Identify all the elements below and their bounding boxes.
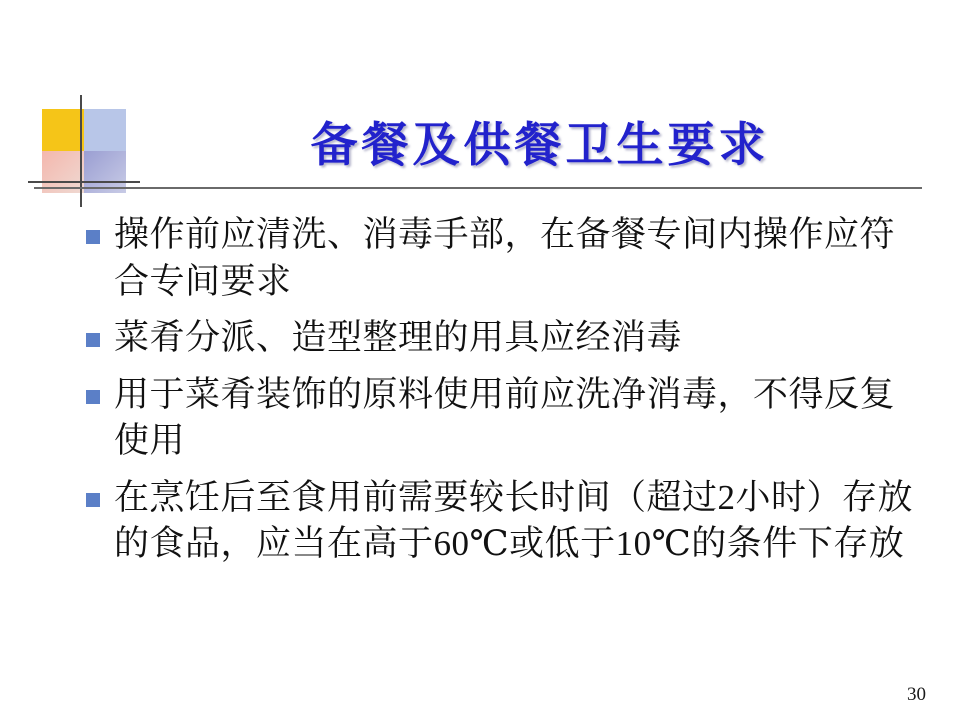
bullet-square-icon (86, 333, 100, 347)
decorative-logo (20, 95, 140, 210)
bullet-square-icon (86, 230, 100, 244)
bullet-square-icon (86, 390, 100, 404)
title-container (150, 108, 930, 175)
title-underline (34, 187, 922, 189)
list-item (86, 475, 926, 568)
decorative-square-yellow (42, 109, 84, 151)
page-number: 30 (907, 684, 926, 705)
decorative-vertical-rule (80, 95, 82, 207)
bullet-square-icon (86, 493, 100, 507)
list-item-text: 菜肴分派、造型整理的用具应经消毒 (114, 318, 683, 358)
decorative-horizontal-rule (28, 181, 140, 183)
page-title: 备餐及供餐卫生要求 (310, 120, 770, 172)
list-item-text: 操作前应清洗、消毒手部，在备餐专间内操作应符合专间要求 (114, 215, 896, 301)
list-item (86, 212, 926, 305)
decorative-square-blue (84, 109, 126, 151)
list-item (86, 372, 926, 465)
list-item (86, 315, 926, 362)
bullet-list (86, 212, 926, 578)
list-item-text: 在烹饪后至食用前需要较长时间（超过2小时）存放的食品，应当在高于60℃或低于10℃的条件下存放 (114, 477, 914, 564)
list-item-text: 用于菜肴装饰的原料使用前应洗净消毒，不得反复使用 (114, 374, 896, 461)
